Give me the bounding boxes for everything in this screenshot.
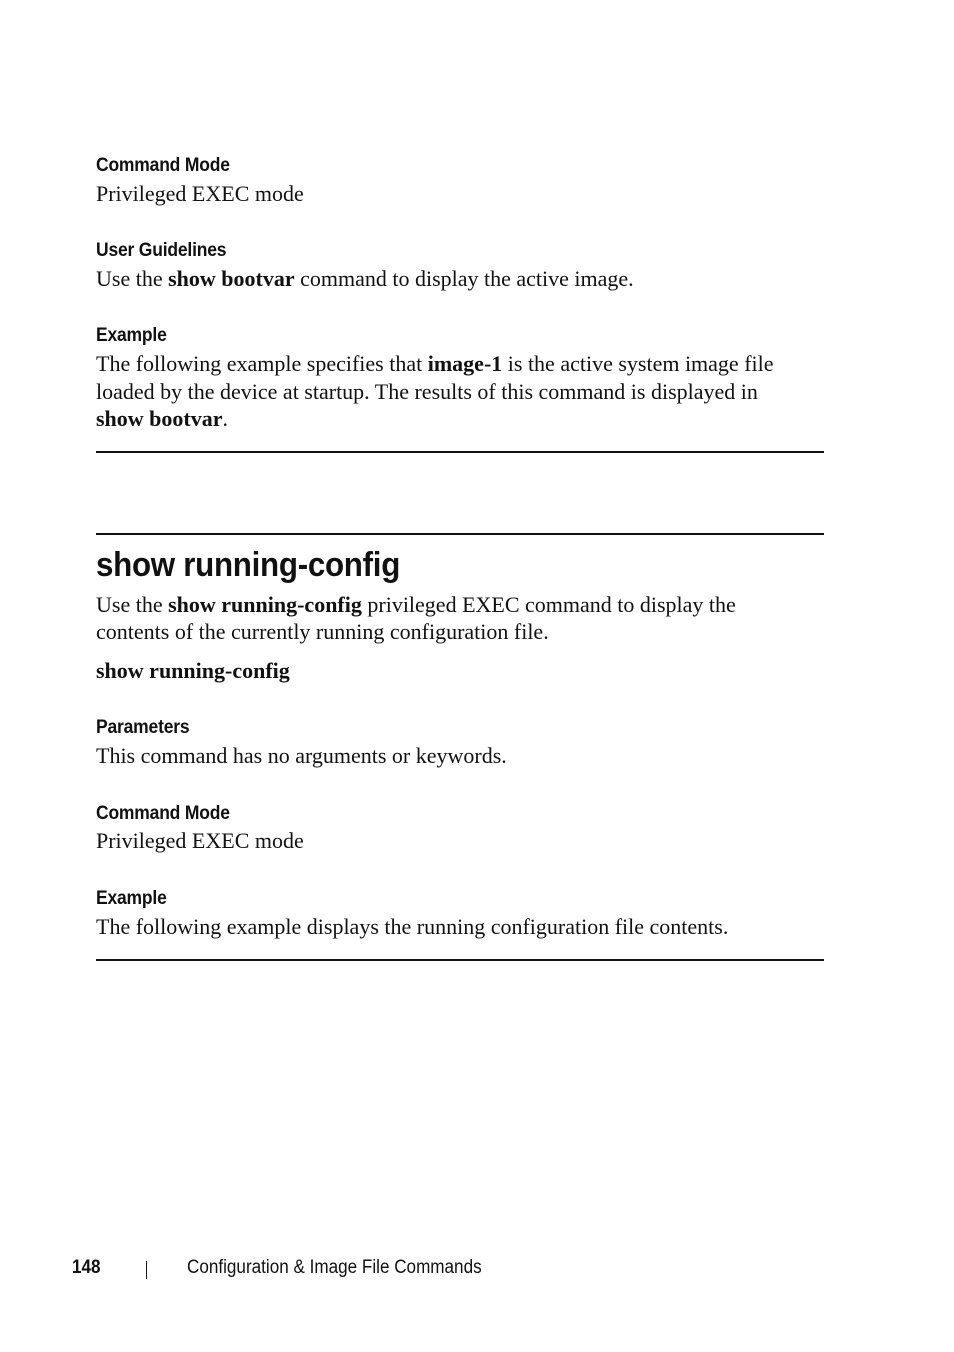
command-mode-text: Privileged EXEC mode <box>96 181 304 206</box>
user-guidelines-text <box>96 265 634 293</box>
command-syntax <box>96 657 290 685</box>
ug-text-pre: Use the <box>96 266 169 291</box>
example-line-1 <box>96 350 774 378</box>
parameters-heading: Parameters <box>96 717 190 738</box>
intro-line-1 <box>96 591 736 619</box>
intro-text-post: privileged EXEC command to display the <box>361 592 736 617</box>
command-mode-heading: Command Mode <box>96 155 230 176</box>
example-text-2: The following example displays the running configuration file contents. <box>96 914 729 939</box>
example-period: . <box>222 406 229 431</box>
intro-line-2: contents of the currently running configuration file. <box>96 619 549 644</box>
example-image-name: image-1 <box>427 351 503 376</box>
example-line-2: loaded by the device at startup. The results of this command is displayed in <box>96 379 758 404</box>
syntax-text: show running-config <box>96 658 290 683</box>
example-heading: Example <box>96 325 167 346</box>
footer-separator <box>146 1261 147 1279</box>
intro-text-pre: Use the <box>96 592 169 617</box>
footer-chapter: Configuration & Image File Commands <box>187 1257 482 1278</box>
page-number: 148 <box>72 1257 101 1278</box>
section-end-rule <box>96 451 824 453</box>
example-heading-2: Example <box>96 888 167 909</box>
intro-command: show running-config <box>168 592 362 617</box>
example-command: show bootvar <box>96 406 223 431</box>
example-text-pre: The following example specifies that <box>96 351 428 376</box>
ug-text-post: command to display the active image. <box>294 266 634 291</box>
section-title: show running-config <box>96 546 401 584</box>
command-mode-heading-2: Command Mode <box>96 803 230 824</box>
ug-command: show bootvar <box>168 266 295 291</box>
parameters-text: This command has no arguments or keywords. <box>96 743 507 768</box>
section-title-rule <box>96 533 824 535</box>
command-mode-text-2: Privileged EXEC mode <box>96 828 304 853</box>
user-guidelines-heading: User Guidelines <box>96 240 227 261</box>
example-line-3 <box>96 405 228 433</box>
example-text-post: is the active system image file <box>502 351 774 376</box>
section-end-rule-2 <box>96 959 824 961</box>
